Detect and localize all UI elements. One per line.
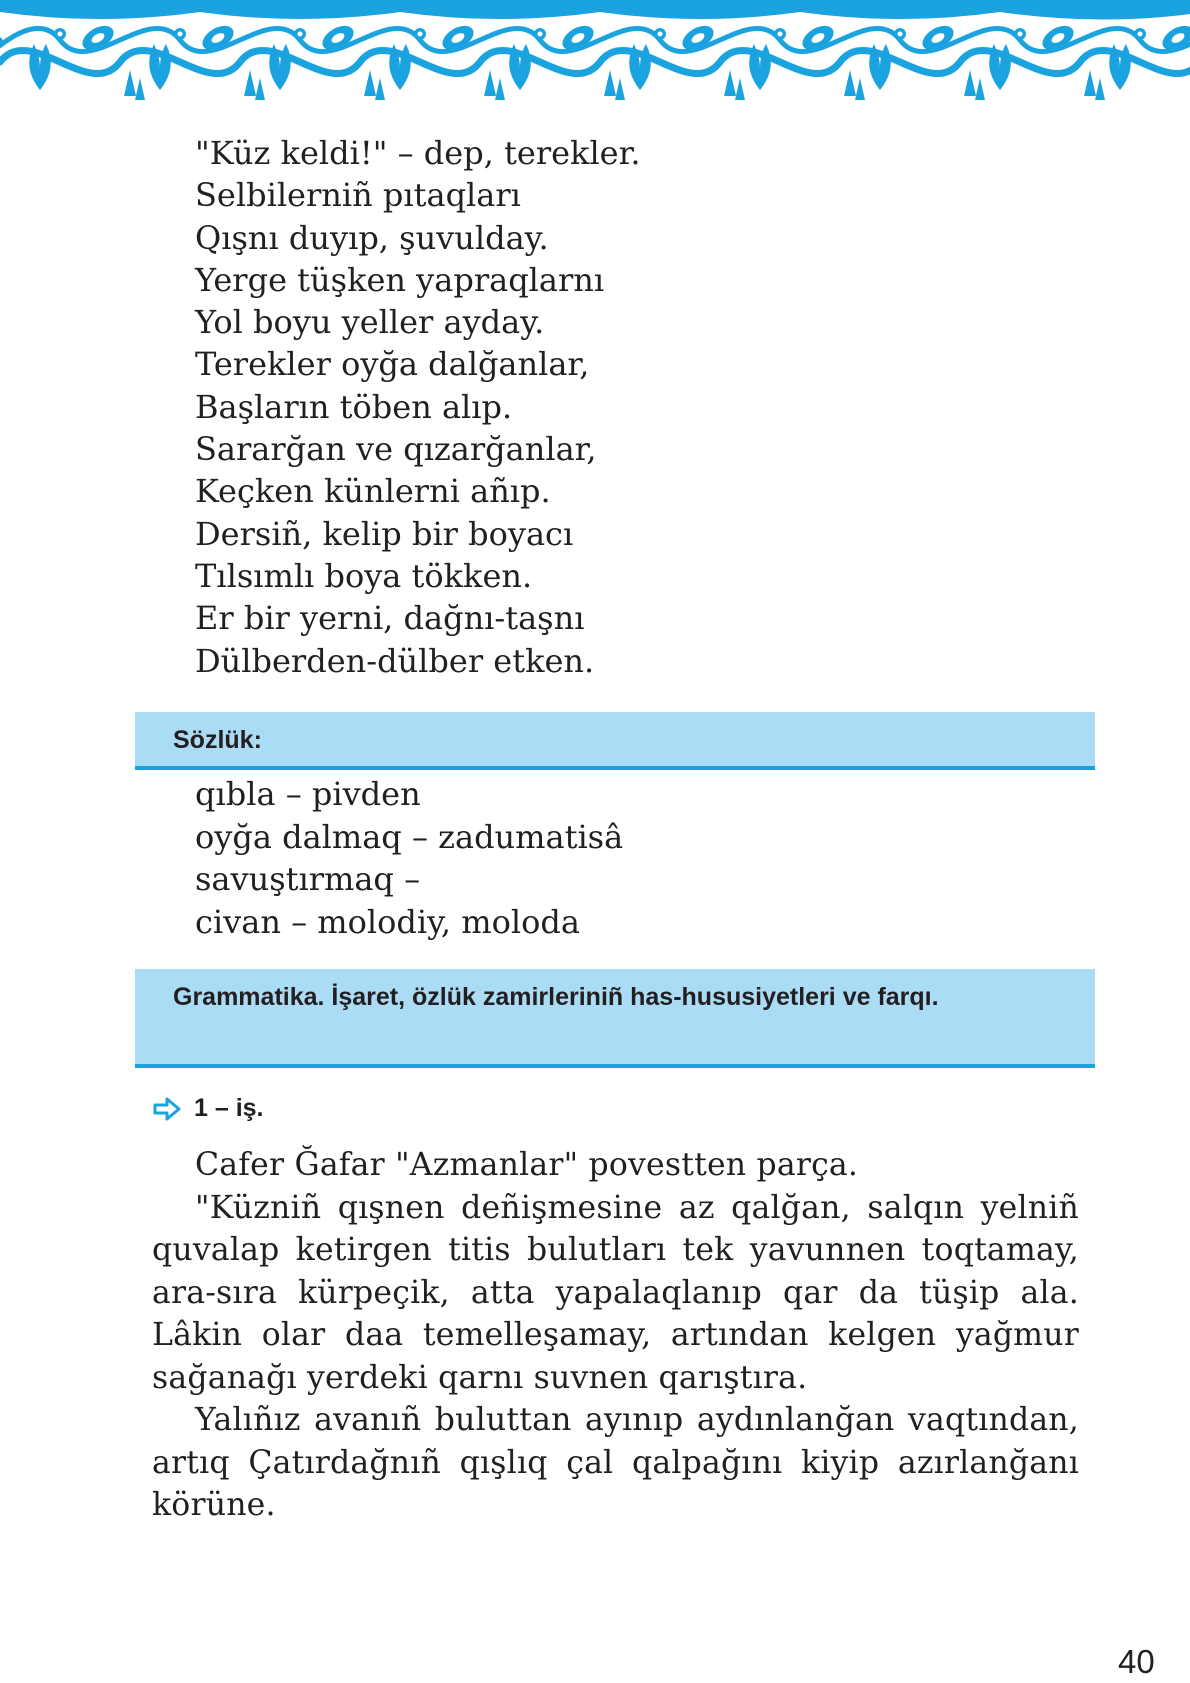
page-number: 40 xyxy=(1118,1643,1155,1680)
poem-line: Tılsımlı boya tökken. xyxy=(195,556,533,595)
vocabulary-entry: civan – molodiy, moloda xyxy=(195,902,580,941)
poem-line: Qışnı duyıp, şuvulday. xyxy=(195,218,549,257)
prose-paragraph: Yalıñız avanıñ buluttan ayınıp aydınlanğan vaqtından, artıq Çatırdağnıñ qışlıq çal qalpağını kiyip azırlanğanı körüne. xyxy=(152,1402,1079,1523)
prose-excerpt xyxy=(152,1144,1079,1527)
poem-line: Sararğan ve qızarğanlar, xyxy=(195,430,597,469)
poem-line: Terekler oyğa dalğanlar, xyxy=(195,345,590,384)
prose-paragraph: Cafer Ğafar "Azmanlar" povestten parça. xyxy=(195,1147,859,1183)
vocabulary-title: Sözlük: xyxy=(173,726,262,754)
grammar-title: Grammatika. İşaret, özlük zamirleriniñ has-hususiyetleri ve farqı. xyxy=(173,983,939,1011)
poem-line: Er bir yerni, dağnı-taşnı xyxy=(195,599,585,638)
poem-line: Yol boyu yeller ayday. xyxy=(195,303,545,342)
poem-line: Dülberden-dülber etken. xyxy=(195,641,595,680)
vocabulary-entry: savuştırmaq – xyxy=(195,860,421,898)
vocabulary-entry: qıbla – pivden xyxy=(195,775,421,813)
poem xyxy=(195,132,641,682)
poem-line: Dersiñ, kelip bir boyacı xyxy=(195,514,574,553)
vocabulary-entry: oyğa dalmaq – zadumatisâ xyxy=(195,817,624,856)
poem-line: Başların töben alıp. xyxy=(195,387,513,426)
floral-border-icon xyxy=(0,0,1190,108)
vocabulary-header-band xyxy=(135,712,1095,770)
poem-line: Keçken künlerni añıp. xyxy=(195,472,551,511)
grammar-header-band xyxy=(135,969,1095,1068)
vocabulary-list xyxy=(195,773,623,943)
task-label: 1 – iş. xyxy=(194,1094,264,1122)
arrow-right-icon xyxy=(152,1096,182,1122)
prose-paragraph: "Küzniñ qışnen deñişmesine az qalğan, salqın yelniñ quvalap ketirgen titis bulutları tek yavunnen toqtamay, ara-sıra kürpeçik, atta yapalaqlanıp qar da tüşip ala. Lâkin olar daa temelleşamay, artından kelgen yağmur sağanağı yerdeki qarnı suvnen qarıştıra. xyxy=(152,1189,1079,1396)
poem-line: Yerge tüşken yapraqlarnı xyxy=(195,260,605,299)
task-heading xyxy=(152,1094,264,1123)
poem-line: "Küz keldi!" – dep, terekler. xyxy=(195,134,641,172)
poem-line: Selbilerniñ pıtaqları xyxy=(195,176,521,215)
